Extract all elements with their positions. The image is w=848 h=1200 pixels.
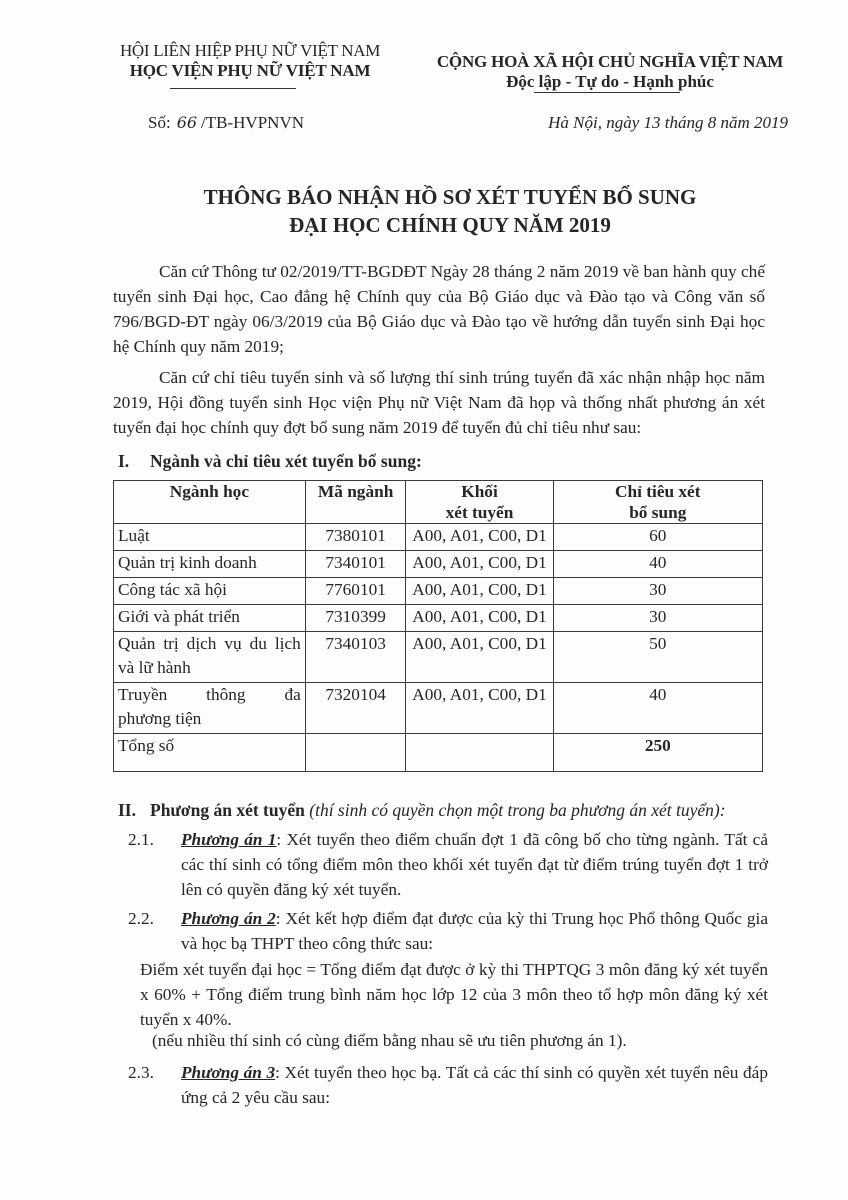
table-header-row <box>114 481 763 524</box>
nation-name: CỘNG HOÀ XÃ HỘI CHỦ NGHĨA VIỆT NAM <box>436 52 784 71</box>
cell-major: Luật <box>114 524 306 551</box>
cell-major-line1: Quản trị dịch vụ du lịch <box>118 634 301 653</box>
document-title-line1: THÔNG BÁO NHẬN HỒ SƠ XÉT TUYỂN BỔ SUNG <box>203 185 697 209</box>
cell-blocks: A00, A01, C00, D1 <box>406 632 553 683</box>
cell-code: 7310399 <box>305 605 406 632</box>
header-quota-line2: bổ sung <box>629 503 687 522</box>
cell-quota: 40 <box>553 551 762 578</box>
cell-major-line1: Truyền thông đa <box>118 685 301 704</box>
legal-basis-paragraph: Căn cứ Thông tư 02/2019/TT-BGDĐT Ngày 28 tháng 2 năm 2019 về ban hành quy chế tuyển sinh Đại học, Cao đẳng hệ Chính quy của Bộ Giáo dục và Đào tạo và Công văn số 796/BGD-ĐT ngày 06/3/2019 của Bộ Giáo dục và Đào tạo về hướng dẫn tuyển sinh Đại học hệ Chính quy năm 2019; <box>113 262 765 356</box>
option-item-3 <box>128 1060 768 1110</box>
table-total-row <box>114 734 763 772</box>
document-number-value: 66 <box>176 113 198 132</box>
option-number: 2.1. <box>128 830 154 849</box>
document-number <box>148 113 304 133</box>
option-number: 2.3. <box>128 1063 154 1082</box>
document-code: /TB-HVPNVN <box>201 113 304 132</box>
national-header-block <box>420 52 800 92</box>
header-right-underline <box>534 92 680 93</box>
option-label: Phương án 3 <box>181 1063 276 1082</box>
table-row <box>114 632 763 683</box>
cell-quota: 60 <box>553 524 762 551</box>
cell-blocks: A00, A01, C00, D1 <box>406 578 553 605</box>
option-label: Phương án 1 <box>181 830 277 849</box>
cell-major-line2: phương tiện <box>118 709 202 728</box>
header-code: Mã ngành <box>305 481 406 524</box>
option-label: Phương án 2 <box>181 909 276 928</box>
cell-code: 7340103 <box>305 632 406 683</box>
cell-major: Công tác xã hội <box>114 578 306 605</box>
cell-blocks: A00, A01, C00, D1 <box>406 524 553 551</box>
header-blocks <box>406 481 553 524</box>
header-quota-line1: Chỉ tiêu xét <box>615 482 701 501</box>
cell-code: 7760101 <box>305 578 406 605</box>
score-formula: Điểm xét tuyển đại học = Tổng điểm đạt được ở kỳ thi THPTQG 3 môn đăng ký xét tuyển x 60% + Tổng điểm trung bình năm học lớp 12 của 3 môn theo tổ hợp môn đăng ký xét tuyển x 40%. <box>140 960 768 1029</box>
parent-organization: HỘI LIÊN HIỆP PHỤ NỮ VIỆT NAM <box>119 41 381 60</box>
table-row <box>114 683 763 734</box>
option-number: 2.2. <box>128 909 154 928</box>
header-quota <box>553 481 762 524</box>
header-blocks-line2: xét tuyển <box>445 503 514 522</box>
table-row <box>114 605 763 632</box>
quota-table <box>113 480 763 772</box>
cell-major: Quản trị kinh doanh <box>114 551 306 578</box>
document-title-line2: ĐẠI HỌC CHÍNH QUY NĂM 2019 <box>289 213 611 237</box>
cell-total-label: Tổng số <box>114 734 306 772</box>
cell-quota: 40 <box>553 683 762 734</box>
header-major: Ngành học <box>114 481 306 524</box>
section-1-title: Ngành và chỉ tiêu xét tuyển bổ sung: <box>150 451 422 471</box>
section-1-number: I. <box>118 451 130 471</box>
issuing-organization-block <box>100 41 400 81</box>
cell-major: Giới và phát triển <box>114 605 306 632</box>
table-row <box>114 578 763 605</box>
national-motto: Độc lập - Tự do - Hạnh phúc <box>506 72 714 91</box>
document-date: Hà Nội, ngày 13 tháng 8 năm 2019 <box>548 113 788 132</box>
section-2-number: II. <box>118 800 136 820</box>
document-number-label: Số: <box>148 113 171 132</box>
cell-quota: 30 <box>553 605 762 632</box>
option-text: : Xét kết hợp điểm đạt được của kỳ thi Trung học Phổ thông Quốc gia và học bạ THPT theo công thức sau: <box>181 909 768 953</box>
cell-code: 7320104 <box>305 683 406 734</box>
cell-empty <box>406 734 553 772</box>
table-row <box>114 524 763 551</box>
cell-total-value: 250 <box>553 734 762 772</box>
option-text: : Xét tuyển theo học bạ. Tất cả các thí sinh có quyền xét tuyển nêu đáp ứng cả 2 yêu cầu sau: <box>181 1063 768 1107</box>
cell-major <box>114 683 306 734</box>
section-2-title: Phương án xét tuyển <box>150 800 305 820</box>
cell-major <box>114 632 306 683</box>
table-row <box>114 551 763 578</box>
cell-major-line2: và lữ hành <box>118 658 191 677</box>
option-text: : Xét tuyển theo điểm chuẩn đợt 1 đã công bố cho từng ngành. Tất cả các thí sinh có tổng điểm môn theo khối xét tuyển đạt từ điểm trúng tuyển đợt 1 trở lên có quyền đăng ký xét tuyển. <box>181 830 768 899</box>
cell-blocks: A00, A01, C00, D1 <box>406 683 553 734</box>
section-2-heading <box>118 800 726 821</box>
cell-blocks: A00, A01, C00, D1 <box>406 551 553 578</box>
option-item-2 <box>128 906 768 956</box>
section-2-subtitle: (thí sinh có quyền chọn một trong ba phương án xét tuyển): <box>309 800 726 820</box>
cell-quota: 30 <box>553 578 762 605</box>
institution-name: HỌC VIỆN PHỤ NỮ VIỆT NAM <box>129 61 371 80</box>
cell-blocks: A00, A01, C00, D1 <box>406 605 553 632</box>
header-left-underline <box>170 88 296 89</box>
option-item-1 <box>128 827 768 902</box>
cell-code: 7340101 <box>305 551 406 578</box>
tie-break-note: (nếu nhiều thí sinh có cùng điểm bằng nhau sẽ ưu tiên phương án 1). <box>152 1031 627 1050</box>
cell-empty <box>305 734 406 772</box>
section-1-heading <box>118 451 422 472</box>
header-blocks-line1: Khối <box>461 482 498 501</box>
cell-quota: 50 <box>553 632 762 683</box>
cell-code: 7380101 <box>305 524 406 551</box>
decision-paragraph: Căn cứ chỉ tiêu tuyển sinh và số lượng thí sinh trúng tuyển đã xác nhận nhập học năm 2019, Hội đồng tuyển sinh Học viện Phụ nữ Việt Nam đã họp và thống nhất phương án xét tuyển đại học chính quy đợt bổ sung năm 2019 để tuyển đủ chỉ tiêu như sau: <box>113 368 765 437</box>
